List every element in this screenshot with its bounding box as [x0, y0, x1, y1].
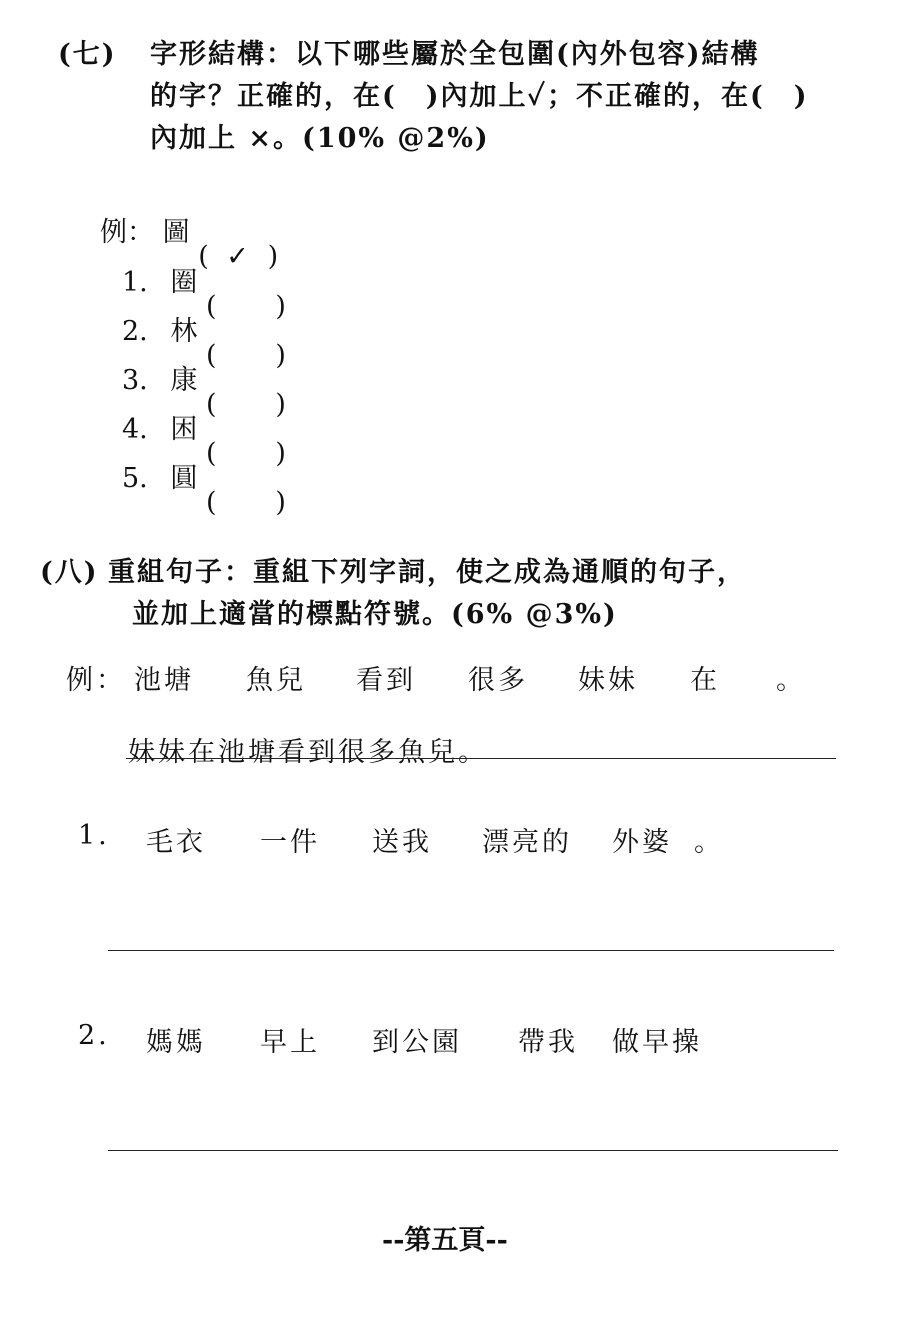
section7-item: 5. 圓 ( ) — [122, 463, 286, 518]
item-number: 1. — [122, 267, 148, 298]
answer-line[interactable] — [108, 950, 834, 951]
question-word: 一件 — [260, 827, 320, 858]
question-word: 。 — [694, 827, 724, 858]
question-word: 漂亮的 — [482, 827, 572, 858]
example-label: 例： — [66, 665, 126, 696]
example-word: 。 — [776, 665, 806, 696]
section7-item: 4. 困 ( ) — [122, 414, 286, 469]
section7-instruction-line2: 的字？正確的，在( )內加上✓；不正確的，在( ) — [150, 81, 809, 112]
section7-item: 2. 林 ( ) — [122, 316, 286, 371]
item-char: 困 — [170, 414, 198, 445]
item-char: 圈 — [170, 267, 198, 298]
example-answer: 妹妹在池塘看到很多魚兒。 — [128, 737, 488, 768]
example-word: 魚兒 — [246, 665, 306, 696]
section7-item: 3. 康 ( ) — [122, 365, 286, 420]
item-char: 圓 — [170, 463, 198, 494]
section7-item: 1. 圈 ( ) — [122, 267, 286, 322]
question-word: 做早操 — [612, 1027, 702, 1058]
section8-instruction-line1: 重組句子：重組下列字詞，使之成為通順的句子， — [108, 557, 746, 588]
section7-instruction-line3: 內加上 ×。(10% @2%) — [150, 123, 490, 154]
page-number: --第五頁-- — [382, 1225, 508, 1256]
question-word: 外婆 — [612, 827, 672, 858]
check-mark-icon: ✓ — [226, 241, 249, 272]
question-word: 到公園 — [372, 1027, 462, 1058]
example-word: 池塘 — [134, 665, 194, 696]
example-label: 例： — [100, 217, 154, 248]
question-word: 早上 — [260, 1027, 320, 1058]
item-char: 康 — [170, 365, 198, 396]
question-number: 2. — [78, 1020, 110, 1051]
item-char: 林 — [170, 316, 198, 347]
question-word: 帶我 — [518, 1027, 578, 1058]
item-number: 3. — [122, 365, 148, 396]
question-word: 媽媽 — [146, 1027, 206, 1058]
section8-instruction-line2: 並加上適當的標點符號。(6% @3%) — [132, 599, 618, 630]
question-word: 毛衣 — [146, 827, 206, 858]
example-word: 妹妹 — [578, 665, 638, 696]
item-number: 5. — [122, 463, 148, 494]
example-answer-line — [126, 758, 836, 759]
question-number: 1. — [78, 820, 110, 851]
example-word: 看到 — [356, 665, 416, 696]
section7-example: 例： 圖 ( ✓ ) — [100, 217, 279, 272]
example-word: 在 — [690, 665, 720, 696]
item-number: 4. — [122, 414, 148, 445]
question-word: 送我 — [372, 827, 432, 858]
section7-instruction-line1: 字形結構：以下哪些屬於全包圍(內外包容)結構 — [150, 39, 760, 70]
answer-line[interactable] — [108, 1150, 838, 1151]
example-word: 很多 — [468, 665, 528, 696]
example-char: 圖 — [162, 217, 190, 248]
section8-number: (八) — [40, 557, 99, 588]
item-number: 2. — [122, 316, 148, 347]
section7-number: (七) — [58, 39, 117, 70]
